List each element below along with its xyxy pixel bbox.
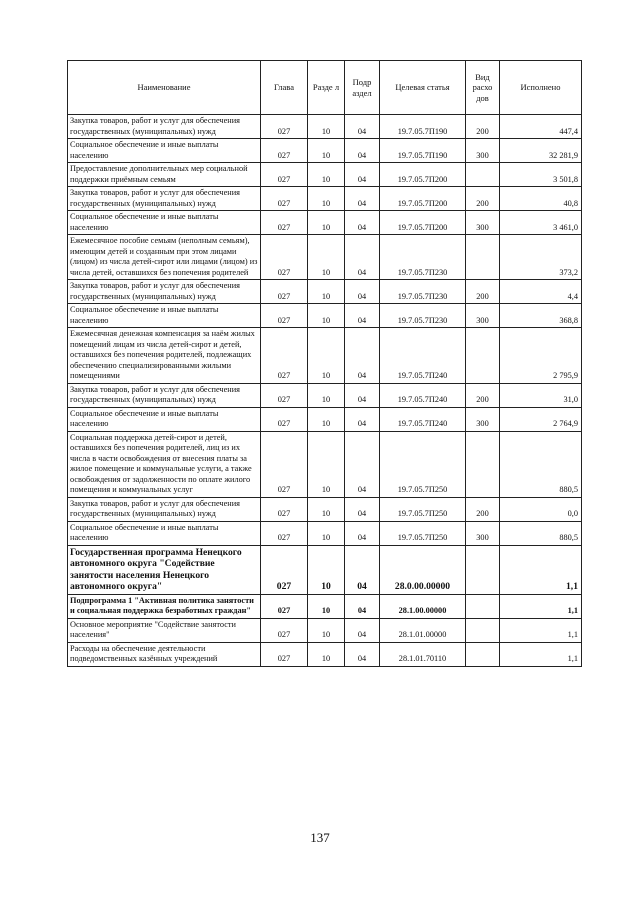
row-subsection-cell: 04: [345, 497, 380, 521]
row-article-cell: 19.7.05.7П230: [380, 304, 466, 328]
row-subsection-cell: 04: [345, 139, 380, 163]
header-name: Наименование: [68, 61, 261, 115]
row-article-cell: 19.7.05.7П240: [380, 383, 466, 407]
row-chapter-cell: 027: [261, 618, 308, 642]
budget-table: [67, 60, 582, 667]
row-name-cell: Ежемесячное пособие семьям (неполным семьям), имеющим детей и созданным при этом лицами (лицом) из числа детей-сирот или лицами (лицом) из числа детей, оставшихся без попечения родителей: [68, 235, 261, 280]
row-subsection-cell: 04: [345, 642, 380, 666]
page-number: 137: [310, 830, 330, 845]
row-article-cell: 19.7.05.7П240: [380, 407, 466, 431]
row-executed-cell: 1,1: [500, 594, 582, 618]
row-name-cell: Социальное обеспечение и иные выплаты населению: [68, 407, 261, 431]
row-name-cell: Подпрограмма 1 "Активная политика занятости и социальная поддержка безработных граждан": [68, 594, 261, 618]
row-name-cell: Расходы на обеспечение деятельности подведомственных казённых учреждений: [68, 642, 261, 666]
row-name-cell: Социальное обеспечение и иные выплаты населению: [68, 211, 261, 235]
row-article-cell: 19.7.05.7П240: [380, 328, 466, 384]
row-subsection-cell: 04: [345, 235, 380, 280]
header-target-article: Целевая статья: [380, 61, 466, 115]
row-chapter-cell: 027: [261, 521, 308, 545]
header-section: Разде л: [308, 61, 345, 115]
row-chapter-cell: 027: [261, 304, 308, 328]
row-executed-cell: 2 764,9: [500, 407, 582, 431]
table-row: [68, 594, 582, 618]
row-executed-cell: 368,8: [500, 304, 582, 328]
table-row: [68, 115, 582, 139]
row-executed-cell: 1,1: [500, 618, 582, 642]
row-section-cell: 10: [308, 187, 345, 211]
row-name-cell: Ежемесячная денежная компенсация за наём жилых помещений лицам из числа детей-сирот и детей, оставшихся без попечения родителей, подлежащих обеспечению специализированными жилыми помещениями: [68, 328, 261, 384]
row-section-cell: 10: [308, 521, 345, 545]
row-subsection-cell: 04: [345, 211, 380, 235]
row-section-cell: 10: [308, 407, 345, 431]
row-chapter-cell: 027: [261, 431, 308, 497]
row-expense-type-cell: [466, 594, 500, 618]
row-chapter-cell: 027: [261, 163, 308, 187]
row-name-cell: Социальное обеспечение и иные выплаты населению: [68, 139, 261, 163]
row-chapter-cell: 027: [261, 545, 308, 594]
row-expense-type-cell: 200: [466, 115, 500, 139]
table-row: [68, 383, 582, 407]
table-row: [68, 211, 582, 235]
row-executed-cell: 40,8: [500, 187, 582, 211]
row-name-cell: Социальная поддержка детей-сирот и детей, оставшихся без попечения родителей, лиц из их числа в части освобождения от внесения платы за жилое помещение и коммунальные услуги, а также освобождения от задолженности по оплате жилого помещения и коммунальных услуг: [68, 431, 261, 497]
row-section-cell: 10: [308, 497, 345, 521]
row-article-cell: 19.7.05.7П190: [380, 139, 466, 163]
row-executed-cell: 880,5: [500, 521, 582, 545]
header-executed: Исполнено: [500, 61, 582, 115]
table-row: [68, 521, 582, 545]
row-expense-type-cell: 300: [466, 521, 500, 545]
row-section-cell: 10: [308, 642, 345, 666]
row-subsection-cell: 04: [345, 431, 380, 497]
row-chapter-cell: 027: [261, 407, 308, 431]
table-row: [68, 280, 582, 304]
row-executed-cell: 2 795,9: [500, 328, 582, 384]
row-name-cell: Государственная программа Ненецкого автономного округа "Содействие занятости населения Ненецкого автономного округа": [68, 545, 261, 594]
row-executed-cell: 3 461,0: [500, 211, 582, 235]
row-article-cell: 28.1.01.70110: [380, 642, 466, 666]
row-chapter-cell: 027: [261, 497, 308, 521]
row-name-cell: Закупка товаров, работ и услуг для обеспечения государственных (муниципальных) нужд: [68, 187, 261, 211]
header-subsection: Подр аздел: [345, 61, 380, 115]
row-section-cell: 10: [308, 163, 345, 187]
row-section-cell: 10: [308, 328, 345, 384]
row-subsection-cell: 04: [345, 383, 380, 407]
table-row: [68, 497, 582, 521]
row-expense-type-cell: [466, 431, 500, 497]
table-row: [68, 545, 582, 594]
row-article-cell: 19.7.05.7П200: [380, 187, 466, 211]
row-chapter-cell: 027: [261, 115, 308, 139]
row-chapter-cell: 027: [261, 383, 308, 407]
table-row: [68, 407, 582, 431]
table-row: [68, 328, 582, 384]
row-expense-type-cell: [466, 163, 500, 187]
row-subsection-cell: 04: [345, 328, 380, 384]
row-expense-type-cell: 200: [466, 383, 500, 407]
row-expense-type-cell: [466, 642, 500, 666]
table-row: [68, 139, 582, 163]
row-expense-type-cell: 300: [466, 211, 500, 235]
row-article-cell: 19.7.05.7П250: [380, 521, 466, 545]
row-name-cell: Социальное обеспечение и иные выплаты населению: [68, 304, 261, 328]
row-name-cell: Предоставление дополнительных мер социальной поддержки приёмным семьям: [68, 163, 261, 187]
row-executed-cell: 447,4: [500, 115, 582, 139]
row-name-cell: Основное мероприятие "Содействие занятости населения": [68, 618, 261, 642]
row-section-cell: 10: [308, 594, 345, 618]
row-article-cell: 28.1.01.00000: [380, 618, 466, 642]
row-executed-cell: 880,5: [500, 431, 582, 497]
row-expense-type-cell: 200: [466, 280, 500, 304]
row-article-cell: 19.7.05.7П250: [380, 497, 466, 521]
table-row: [68, 187, 582, 211]
row-expense-type-cell: 300: [466, 139, 500, 163]
row-subsection-cell: 04: [345, 594, 380, 618]
row-article-cell: 19.7.05.7П190: [380, 115, 466, 139]
table-row: [68, 304, 582, 328]
row-expense-type-cell: [466, 328, 500, 384]
row-section-cell: 10: [308, 383, 345, 407]
row-section-cell: 10: [308, 115, 345, 139]
table-header-row: [68, 61, 582, 115]
row-chapter-cell: 027: [261, 235, 308, 280]
row-expense-type-cell: 200: [466, 187, 500, 211]
row-expense-type-cell: 300: [466, 304, 500, 328]
row-executed-cell: 373,2: [500, 235, 582, 280]
row-executed-cell: 1,1: [500, 545, 582, 594]
row-article-cell: 19.7.05.7П230: [380, 280, 466, 304]
row-subsection-cell: 04: [345, 304, 380, 328]
row-name-cell: Социальное обеспечение и иные выплаты населению: [68, 521, 261, 545]
row-subsection-cell: 04: [345, 521, 380, 545]
row-name-cell: Закупка товаров, работ и услуг для обеспечения государственных (муниципальных) нужд: [68, 497, 261, 521]
row-expense-type-cell: 200: [466, 497, 500, 521]
row-article-cell: 19.7.05.7П230: [380, 235, 466, 280]
table-row: [68, 235, 582, 280]
row-executed-cell: 1,1: [500, 642, 582, 666]
row-subsection-cell: 04: [345, 187, 380, 211]
row-name-cell: Закупка товаров, работ и услуг для обеспечения государственных (муниципальных) нужд: [68, 115, 261, 139]
row-section-cell: 10: [308, 545, 345, 594]
row-subsection-cell: 04: [345, 618, 380, 642]
header-expense-type: Вид расхо дов: [466, 61, 500, 115]
row-chapter-cell: 027: [261, 328, 308, 384]
row-chapter-cell: 027: [261, 139, 308, 163]
row-subsection-cell: 04: [345, 280, 380, 304]
row-section-cell: 10: [308, 304, 345, 328]
row-chapter-cell: 027: [261, 642, 308, 666]
table-row: [68, 618, 582, 642]
row-name-cell: Закупка товаров, работ и услуг для обеспечения государственных (муниципальных) нужд: [68, 280, 261, 304]
row-article-cell: 19.7.05.7П200: [380, 211, 466, 235]
table-body: [68, 115, 582, 667]
row-article-cell: 19.7.05.7П200: [380, 163, 466, 187]
row-subsection-cell: 04: [345, 545, 380, 594]
row-chapter-cell: 027: [261, 594, 308, 618]
table-row: [68, 642, 582, 666]
table-row: [68, 163, 582, 187]
row-chapter-cell: 027: [261, 187, 308, 211]
row-section-cell: 10: [308, 618, 345, 642]
row-expense-type-cell: [466, 618, 500, 642]
row-section-cell: 10: [308, 280, 345, 304]
row-expense-type-cell: 300: [466, 407, 500, 431]
row-article-cell: 19.7.05.7П250: [380, 431, 466, 497]
row-subsection-cell: 04: [345, 407, 380, 431]
row-section-cell: 10: [308, 235, 345, 280]
row-article-cell: 28.1.00.00000: [380, 594, 466, 618]
row-subsection-cell: 04: [345, 115, 380, 139]
row-expense-type-cell: [466, 545, 500, 594]
row-subsection-cell: 04: [345, 163, 380, 187]
row-executed-cell: 3 501,8: [500, 163, 582, 187]
row-chapter-cell: 027: [261, 211, 308, 235]
row-section-cell: 10: [308, 211, 345, 235]
budget-table-container: [67, 60, 581, 667]
row-section-cell: 10: [308, 139, 345, 163]
row-article-cell: 28.0.00.00000: [380, 545, 466, 594]
row-executed-cell: 0,0: [500, 497, 582, 521]
row-executed-cell: 4,4: [500, 280, 582, 304]
row-executed-cell: 32 281,9: [500, 139, 582, 163]
row-executed-cell: 31,0: [500, 383, 582, 407]
row-section-cell: 10: [308, 431, 345, 497]
header-chapter: Глава: [261, 61, 308, 115]
row-chapter-cell: 027: [261, 280, 308, 304]
table-row: [68, 431, 582, 497]
row-expense-type-cell: [466, 235, 500, 280]
row-name-cell: Закупка товаров, работ и услуг для обеспечения государственных (муниципальных) нужд: [68, 383, 261, 407]
